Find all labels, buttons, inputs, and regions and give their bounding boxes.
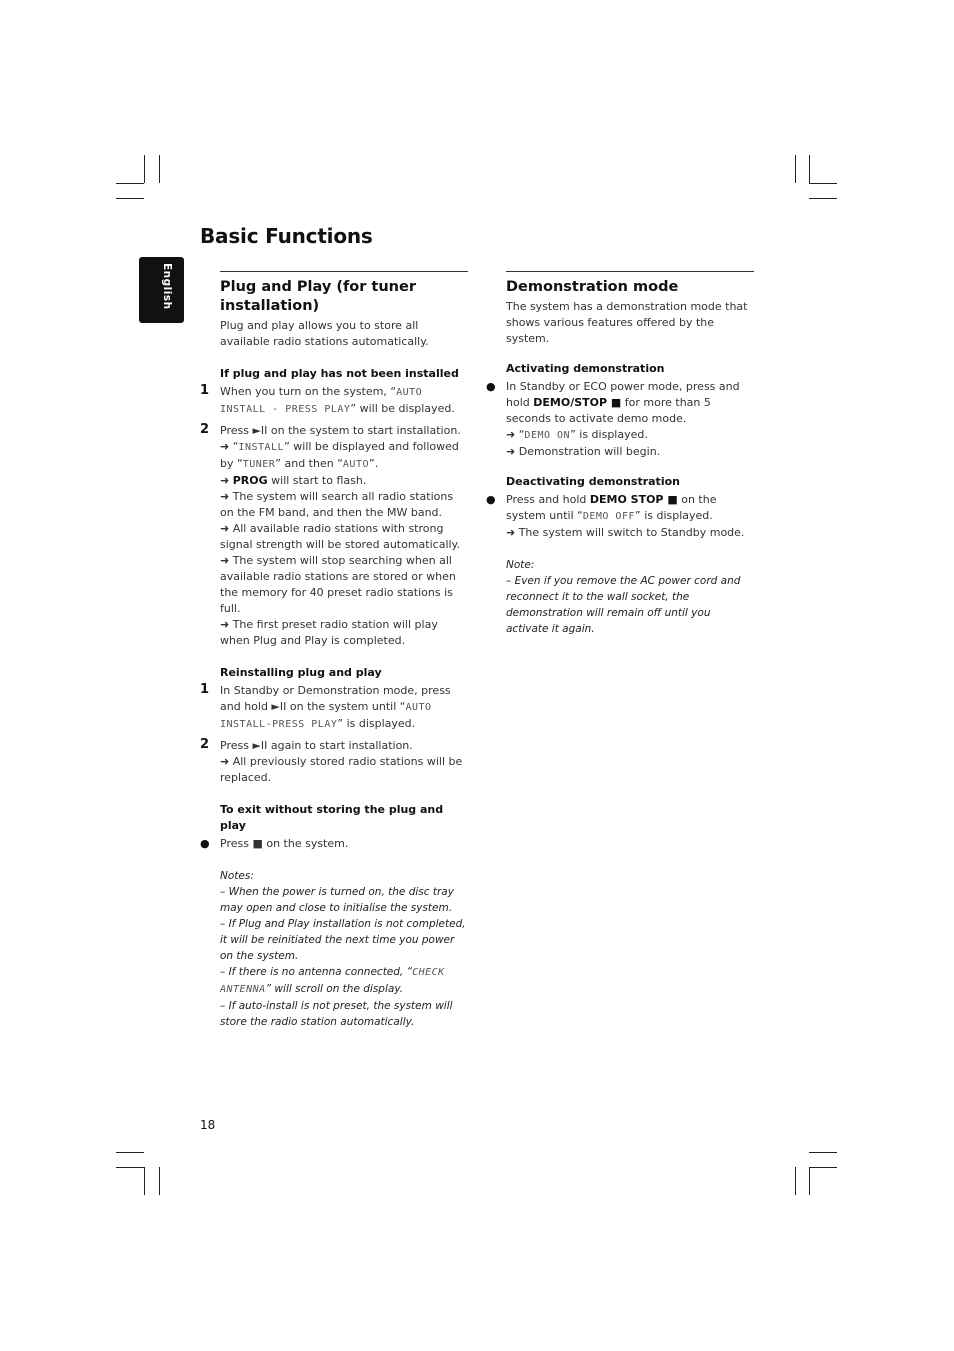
section-title: If plug and play has not been installed bbox=[220, 367, 459, 380]
language-tab-label: English bbox=[161, 263, 173, 310]
notes-title: Note: bbox=[506, 559, 535, 571]
step-text: on the system until “ bbox=[506, 493, 717, 522]
crop-mark bbox=[159, 1167, 160, 1195]
step-text: ” is displayed. bbox=[635, 509, 713, 522]
section-title: To exit without storing the plug and play bbox=[220, 803, 444, 832]
section-rule bbox=[506, 271, 754, 272]
step-result: ➜ All previously stored radio stations will be replaced. bbox=[220, 755, 463, 784]
crop-mark bbox=[795, 1167, 796, 1195]
step-item bbox=[200, 422, 468, 649]
crop-mark bbox=[144, 1167, 145, 1195]
note-item bbox=[220, 964, 468, 998]
crop-mark bbox=[809, 155, 810, 183]
step-number: 1 bbox=[200, 383, 210, 398]
step-text: In Standby or ECO power mode, press and hold bbox=[506, 380, 740, 409]
crop-mark bbox=[116, 1152, 144, 1153]
step-text: In Standby or Demonstration mode, press and hold ►II on the system until “ bbox=[220, 684, 451, 713]
left-column bbox=[200, 271, 468, 1030]
step-text: Press ►II again to start installation. bbox=[220, 739, 413, 752]
display-text: CHECK ANTENNA bbox=[220, 967, 445, 995]
notes-title: Notes: bbox=[220, 870, 254, 882]
step-item bbox=[200, 682, 468, 733]
crop-mark bbox=[116, 1167, 144, 1168]
bullet-item bbox=[486, 379, 754, 460]
notes-block bbox=[220, 868, 468, 1030]
step-text: ” and then “ bbox=[275, 457, 343, 470]
display-text: AUTO INSTALL - PRESS PLAY bbox=[220, 387, 423, 415]
step-text: Press and hold bbox=[506, 493, 590, 506]
step-result bbox=[220, 439, 468, 473]
display-text: DEMO ON bbox=[524, 430, 571, 441]
right-column bbox=[486, 271, 754, 637]
crop-mark bbox=[144, 155, 145, 183]
button-name: DEMO/STOP ■ bbox=[533, 396, 622, 409]
page-title: Basic Functions bbox=[200, 224, 373, 248]
section-title: Activating demonstration bbox=[506, 362, 665, 375]
bullet-icon: ● bbox=[486, 493, 496, 506]
plug-and-play-intro: Plug and play allows you to store all available radio stations automatically. bbox=[220, 319, 429, 348]
button-name: DEMO STOP ■ bbox=[589, 493, 678, 506]
display-text: AUTO bbox=[342, 459, 369, 470]
step-result bbox=[220, 473, 468, 489]
step-result: ➜ The system will stop searching when all available radio stations are stored or when the memory for 40 preset radio stations is full. bbox=[220, 554, 456, 615]
language-tab bbox=[139, 257, 184, 323]
bullet-icon: ● bbox=[200, 837, 210, 850]
crop-mark bbox=[116, 198, 144, 199]
step-text: ➜ “ bbox=[506, 428, 525, 441]
bullet-item bbox=[200, 836, 468, 852]
demonstration-heading: Demonstration mode bbox=[506, 279, 679, 295]
step-result: ➜ The system will search all radio stations on the FM band, and then the MW band. bbox=[220, 490, 454, 519]
crop-mark bbox=[159, 155, 160, 183]
step-text: will start to flash. bbox=[267, 474, 367, 487]
note-text: – If there is no antenna connected, “ bbox=[220, 966, 413, 978]
step-number: 2 bbox=[200, 422, 210, 437]
step-text: Press ►II on the system to start installation. bbox=[220, 424, 461, 437]
crop-mark bbox=[116, 183, 144, 184]
bullet-item bbox=[486, 492, 754, 541]
step-text: ” is displayed. bbox=[570, 428, 648, 441]
crop-mark bbox=[809, 1167, 837, 1168]
button-name: PROG bbox=[232, 474, 268, 487]
note-text: ” will scroll on the display. bbox=[265, 983, 404, 995]
display-text: TUNER bbox=[242, 459, 276, 470]
section-title: Deactivating demonstration bbox=[506, 475, 680, 488]
step-text: for more than 5 seconds to activate demo mode. bbox=[506, 396, 711, 425]
notes-block bbox=[506, 557, 754, 637]
step-item bbox=[200, 737, 468, 786]
step-text: ➜ “ bbox=[220, 440, 239, 453]
display-text: AUTO INSTALL-PRESS PLAY bbox=[220, 702, 432, 730]
crop-mark bbox=[809, 198, 837, 199]
display-text: DEMO OFF bbox=[582, 511, 635, 522]
note-item: – If auto-install is not preset, the system will store the radio station automatically. bbox=[220, 1000, 453, 1028]
crop-mark bbox=[809, 183, 837, 184]
step-text: ” will be displayed. bbox=[350, 402, 455, 415]
step-number: 1 bbox=[200, 682, 210, 697]
step-text: ” is displayed. bbox=[337, 717, 416, 730]
display-text: INSTALL bbox=[238, 442, 285, 453]
step-result bbox=[506, 427, 754, 444]
step-result: ➜ The first preset radio station will play when Plug and Play is completed. bbox=[220, 618, 438, 647]
crop-mark bbox=[809, 1152, 837, 1153]
arrow-icon: ➜ bbox=[220, 474, 233, 487]
step-text: Press ■ on the system. bbox=[220, 837, 349, 850]
bullet-icon: ● bbox=[486, 380, 496, 393]
page-number: 18 bbox=[200, 1118, 216, 1132]
plug-and-play-heading: Plug and Play (for tuner installation) bbox=[220, 279, 416, 314]
step-item bbox=[200, 383, 468, 418]
step-result: ➜ The system will switch to Standby mode. bbox=[506, 526, 745, 539]
demonstration-intro: The system has a demonstration mode that shows various features offered by the system. bbox=[506, 300, 748, 345]
step-text: When you turn on the system, “ bbox=[220, 385, 397, 398]
step-result: ➜ All available radio stations with strong signal strength will be stored automatically. bbox=[220, 522, 460, 551]
section-title: Reinstalling plug and play bbox=[220, 666, 382, 679]
section-rule bbox=[220, 271, 468, 272]
note-item: – Even if you remove the AC power cord and reconnect it to the wall socket, the demonstration will remain off until you activate it again. bbox=[506, 575, 741, 635]
step-result: ➜ Demonstration will begin. bbox=[506, 445, 661, 458]
step-text: ”. bbox=[369, 457, 379, 470]
step-number: 2 bbox=[200, 737, 210, 752]
note-item: – When the power is turned on, the disc tray may open and close to initialise the system. bbox=[220, 886, 454, 914]
note-item: – If Plug and Play installation is not completed, it will be reinitiated the next time you power on the system. bbox=[220, 918, 466, 962]
step-text: ” will be displayed and followed by “ bbox=[220, 440, 459, 470]
crop-mark bbox=[809, 1167, 810, 1195]
crop-mark bbox=[795, 155, 796, 183]
